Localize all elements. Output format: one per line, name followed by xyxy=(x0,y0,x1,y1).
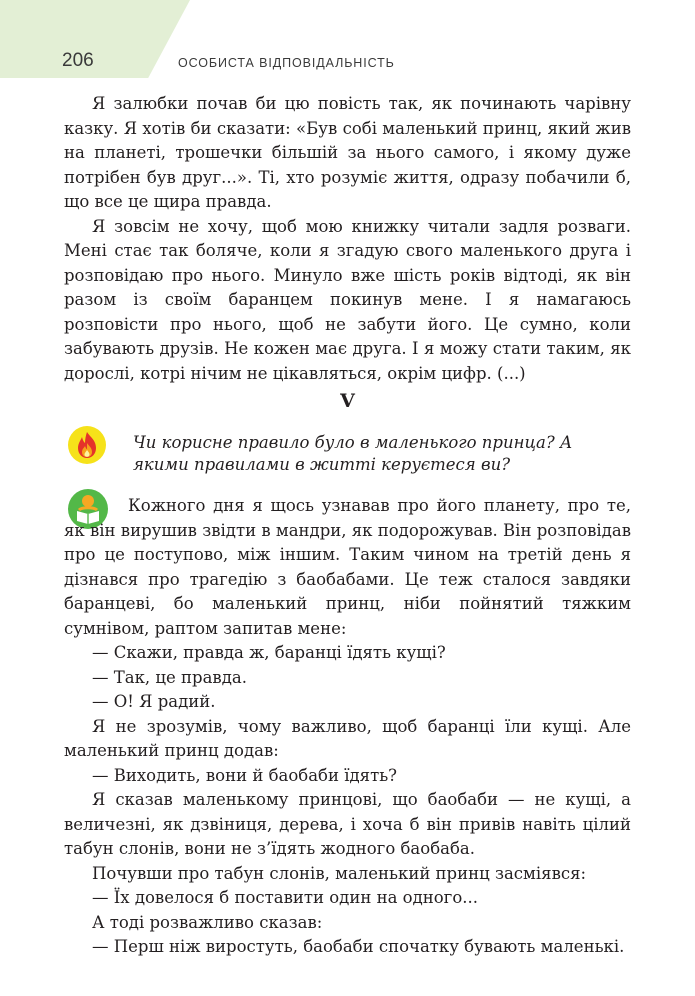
header-band xyxy=(0,0,190,78)
paragraph: Почувши про табун слонів, маленький принц засміявся: xyxy=(92,863,587,883)
paragraph xyxy=(64,494,631,641)
dialogue-line: — Виходить, вони й баобаби їдять? xyxy=(92,765,398,785)
dialogue-line: — Так, це правда. xyxy=(92,667,247,687)
dialogue-line: — О! Я радий. xyxy=(92,692,216,711)
discussion-question: Чи корисне правило було в маленького принца? А якими правилами в житті керуєтеся ви? xyxy=(133,433,573,474)
dialogue-line: — Скажи, правда ж, баранці їдять кущі? xyxy=(92,643,446,662)
paragraph: Я зовсім не хочу, щоб мою книжку читали задля розваги. Мені стає так боляче, коли я згадую свого маленького друга і розповідаю про нього. Минуло вже шість років відтоді, як він разом із своїм баранцем покинув мене. І я намагаюсь розповісти про нього, щоб не забути його. Це сумно, коли забувають друзів. Не кожен має друга. І я можу стати таким, як дорослі, котрі нічим не цікавляться, окрім цифр. (...) xyxy=(64,216,631,383)
paragraph: Я сказав маленькому принцові, що баобаби — не кущі, а величезні, як дзвіниця, дерева, і хоча б він привів навіть цілий табун слонів, вони не з’їдять жодного баобаба. xyxy=(64,790,631,858)
paragraph-text: Кожного дня я щось узнавав про його планету, про те, як він вирушив звідти в мандри, як подорожував. Він розповідав про це поступово, між іншим. Таким чином на третій день я дізнався про трагедію з баобабами. Це теж сталося завдяки баранцеві, бо маленький принц, ніби пойнятий тяжким сумнівом, раптом запитав мене: xyxy=(64,496,631,638)
intro-text xyxy=(64,92,631,386)
fire-icon xyxy=(67,425,107,465)
paragraph: Я не зрозумів, чому важливо, щоб баранці їли кущі. Але маленький принц додав: xyxy=(64,716,631,760)
paragraph: Я залюбки почав би цю повість так, як починають чарівну казку. Я хотів би сказати: «Був собі маленький принц, який жив на планеті, трошечки більшій за нього самого, і якому дуже потрібен був друг...». Ті, хто розуміє життя, одразу побачили б, що все це щира правда. xyxy=(64,94,631,211)
running-title: ОСОБИСТА ВІДПОВІДАЛЬНІСТЬ xyxy=(178,56,395,70)
chapter-number: V xyxy=(340,390,355,412)
dialogue-line: — Їх довелося б поставити один на одного... xyxy=(92,888,478,907)
page-number: 206 xyxy=(62,50,94,71)
dialogue-line: — Перш ніж виростуть, баобаби спочатку бувають маленькі. xyxy=(92,937,625,956)
paragraph: А тоді розважливо сказав: xyxy=(92,912,323,932)
chapter-text xyxy=(64,494,631,960)
